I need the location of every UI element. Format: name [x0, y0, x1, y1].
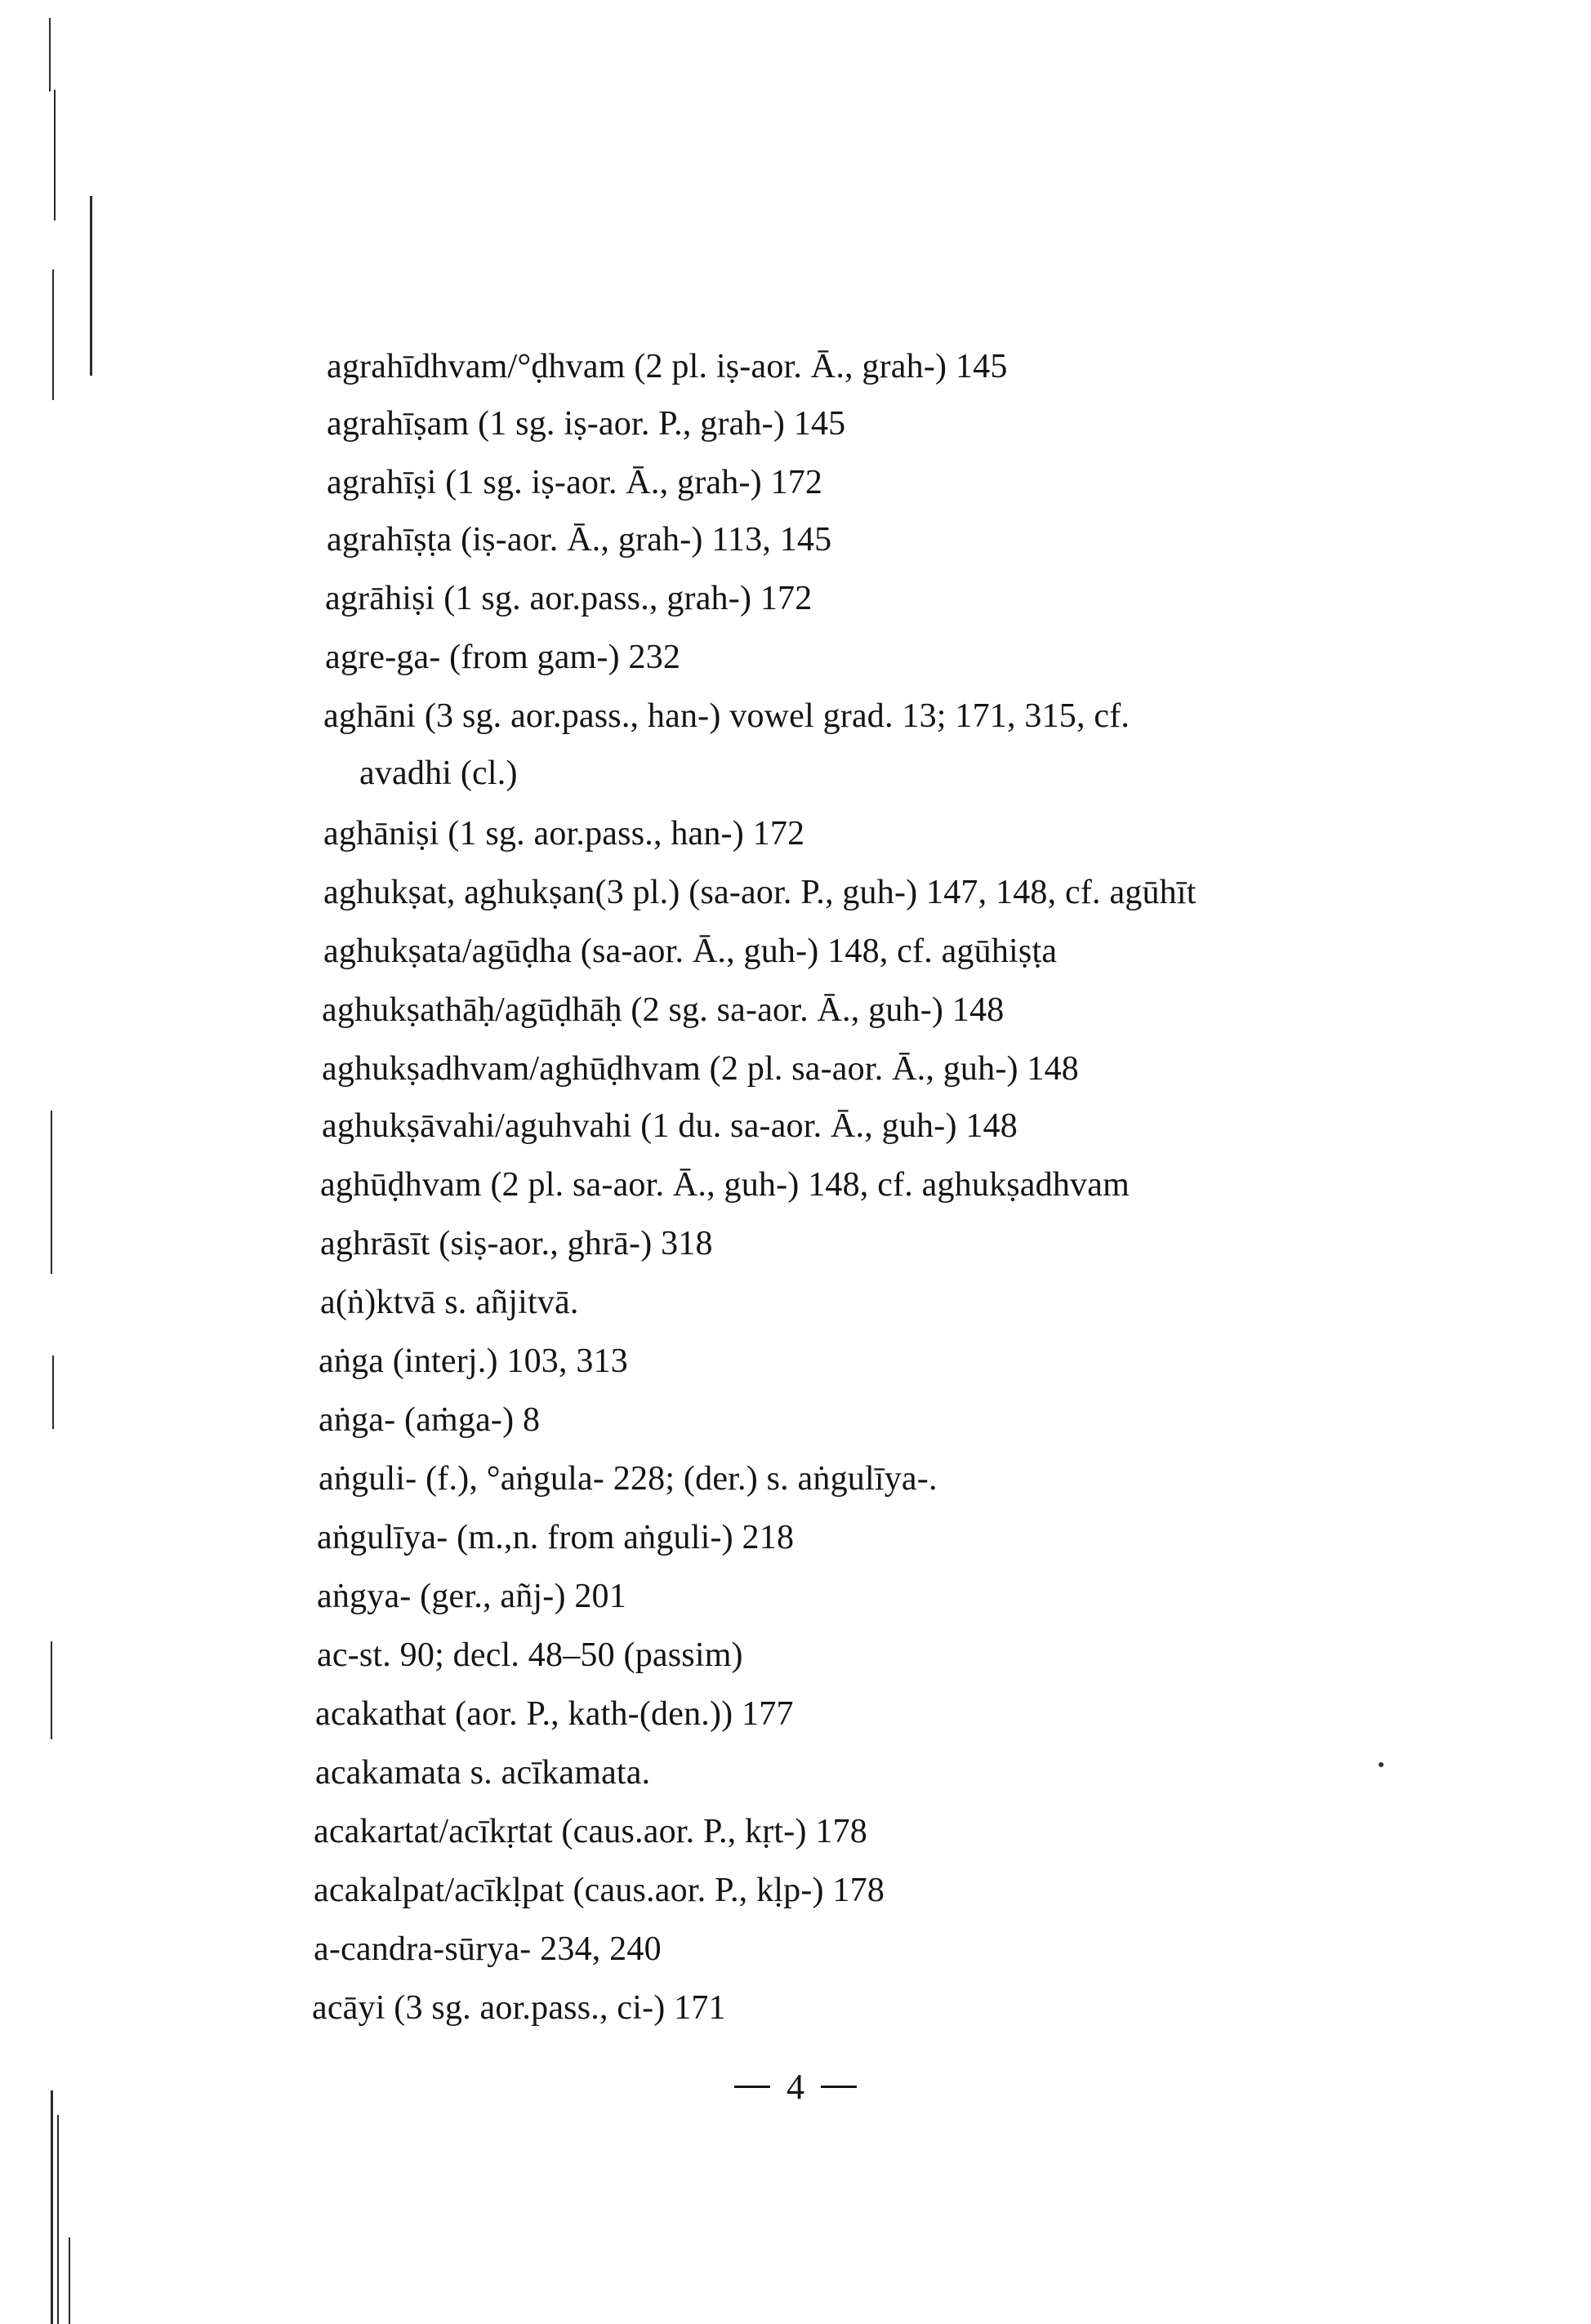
index-entry: agrahīṣṭa (iṣ-aor. Ā., grah-) 113, 145 — [327, 521, 832, 559]
index-entry: aṅga (interj.) 103, 313 — [319, 1342, 628, 1380]
index-entry: agrāhiṣi (1 sg. aor.pass., grah-) 172 — [325, 580, 813, 617]
index-entry: aghūḍhvam (2 pl. sa-aor. Ā., guh-) 148, cf. aghukṣadhvam — [320, 1166, 1130, 1204]
index-entry: aghukṣata/agūḍha (sa-aor. Ā., guh-) 148, cf. agūhiṣṭa — [323, 933, 1058, 970]
index-entry: aghukṣat, aghukṣan(3 pl.) (sa-aor. P., guh-) 147, 148, cf. agūhīt — [323, 874, 1197, 911]
index-entry: aṅgulīya- (m.,n. from aṅguli-) 218 — [317, 1519, 795, 1556]
index-entry: aṅguli- (f.), °aṅgula- 228; (der.) s. aṅgulīya-. — [319, 1460, 938, 1498]
index-entry: agrahīṣam (1 sg. iṣ-aor. P., grah-) 145 — [327, 405, 846, 443]
index-entry: a-candra-sūrya- 234, 240 — [314, 1930, 662, 1968]
index-entry: aghukṣadhvam/aghūḍhvam (2 pl. sa-aor. Ā., guh-) 148 — [322, 1050, 1080, 1088]
index-entry: acāyi (3 sg. aor.pass., ci-) 171 — [312, 1989, 726, 2027]
page-number — [0, 2066, 1591, 2105]
index-entry: acakathat (aor. P., kath-(den.)) 177 — [315, 1695, 794, 1733]
index-entry: acakalpat/acīkḷpat (caus.aor. P., kḷp-) 178 — [314, 1872, 885, 1909]
print-speck — [1379, 1762, 1384, 1767]
index-entry: aghukṣathāḥ/agūḍhāḥ (2 sg. sa-aor. Ā., guh-) 148 — [322, 991, 1005, 1029]
index-entry: agre-ga- (from gam-) 232 — [325, 639, 681, 676]
index-entry: agrahīṣi (1 sg. iṣ-aor. Ā., grah-) 172 — [327, 464, 823, 501]
index-entry: aṅgya- (ger., añj-) 201 — [317, 1578, 626, 1615]
index-entry: aṅga- (aṁga-) 8 — [319, 1401, 541, 1439]
index-entry: aghāni (3 sg. aor.pass., han-) vowel grad. 13; 171, 315, cf. — [323, 697, 1130, 735]
index-entry: acakartat/acīkṛtat (caus.aor. P., kṛt-) 178 — [314, 1813, 867, 1850]
index-entry: agrahīdhvam/°ḍhvam (2 pl. iṣ-aor. Ā., grah-) 145 — [327, 348, 1008, 385]
folio-dash-left — [734, 2086, 770, 2088]
index-entry: acakamata s. acīkamata. — [315, 1754, 651, 1792]
index-entry: aghukṣāvahi/aguhvahi (1 du. sa-aor. Ā., guh-) 148 — [322, 1107, 1018, 1145]
page-number-value: 4 — [787, 2066, 804, 2107]
index-entry: aghrāsīt (siṣ-aor., ghrā-) 318 — [320, 1225, 713, 1262]
index-entry-continuation: avadhi (cl.) — [359, 755, 518, 792]
folio-dash-right — [821, 2086, 857, 2088]
index-entry: ac-st. 90; decl. 48–50 (passim) — [317, 1636, 743, 1674]
index-entry: a(ṅ)ktvā s. añjitvā. — [320, 1284, 579, 1321]
index-entry: aghāniṣi (1 sg. aor.pass., han-) 172 — [323, 815, 805, 853]
